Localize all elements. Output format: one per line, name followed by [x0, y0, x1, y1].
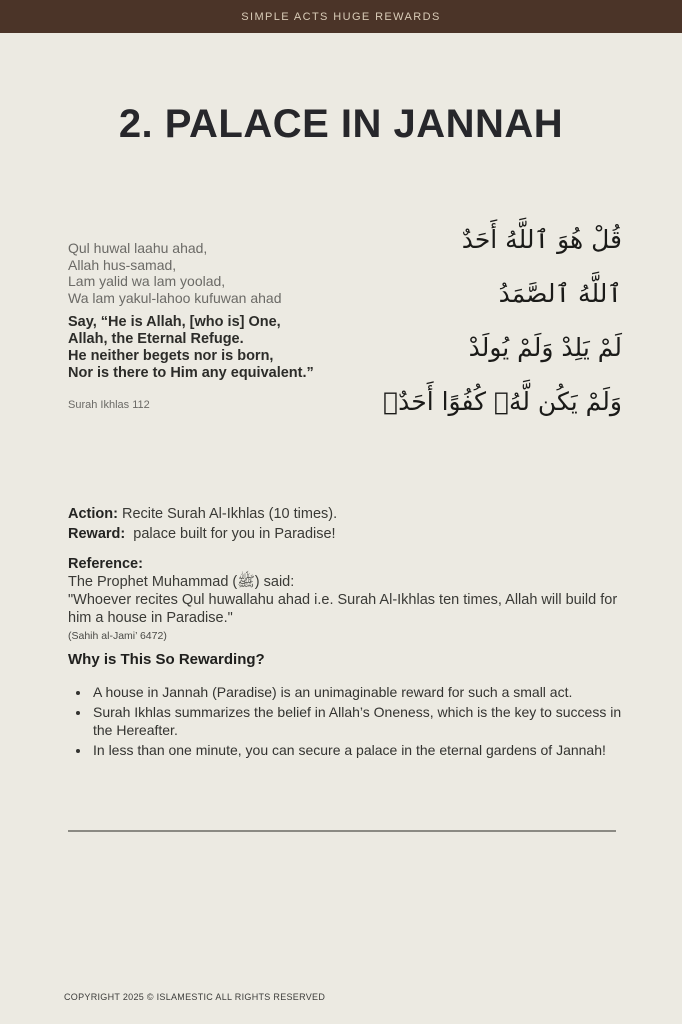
reference-intro: The Prophet Muhammad (ﷺ) said:	[68, 574, 295, 590]
transliteration-line: Wa lam yakul-lahoo kufuwan ahad	[68, 289, 282, 306]
list-item: • Surah Ikhlas summarizes the belief in Allah’s Oneness, which is the key to success in the Hereafter.	[91, 703, 632, 740]
reference-label: Reference:	[68, 556, 143, 572]
copyright-text: COPYRIGHT 2025 © ISLAMESTIC ALL RIGHTS RESERVED	[64, 992, 326, 1002]
reward-line	[68, 524, 627, 544]
transliteration-line: Lam yalid wa lam yoolad,	[68, 273, 226, 289]
arabic-verse-line: لَمْ يَلِدْ وَلَمْ يُولَدْ	[468, 333, 622, 362]
transliteration-block	[68, 240, 314, 306]
translation-line: Say, “He is Allah, [who is] One,	[68, 314, 281, 330]
top-banner	[0, 0, 682, 33]
why-heading: Why is This So Rewarding?	[68, 651, 265, 668]
page-title: 2. PALACE IN JANNAH	[118, 102, 564, 146]
reward-benefits-list	[72, 683, 632, 760]
arabic-verse-line: ٱللَّهُ ٱلصَّمَدُ	[498, 279, 622, 308]
arabic-verse-line: قُلْ هُوَ ٱللَّهُ أَحَدٌ	[461, 225, 622, 254]
reward-label: Reward:	[68, 526, 126, 542]
verse-section	[68, 198, 622, 429]
list-item: • A house in Jannah (Paradise) is an unimaginable reward for such a small act.	[91, 683, 632, 702]
footer	[64, 992, 325, 1002]
divider	[68, 830, 616, 832]
translation-line: He neither begets nor is born,	[68, 348, 274, 364]
action-reward-section	[68, 504, 627, 544]
verse-arabic-column	[383, 198, 622, 429]
translation-line: Allah, the Eternal Refuge.	[68, 331, 244, 347]
action-label: Action:	[68, 506, 118, 522]
hadith-citation: (Sahih al-Jami’ 6472)	[68, 630, 167, 642]
reference-section	[68, 555, 629, 627]
verse-caption: Surah Ikhlas 112	[68, 399, 150, 411]
arabic-verse-line: وَلَمْ يَكُن لَّهُۥ كُفُوًا أَحَدٌۢ	[383, 387, 622, 416]
reference-quote: "Whoever recites Qul huwallahu ahad i.e. Surah Al-Ikhlas ten times, Allah will build for him a house in Paradise."	[68, 592, 618, 626]
action-text: Recite Surah Al-Ikhlas (10 times).	[117, 506, 338, 522]
reward-text: palace built for you in Paradise!	[125, 526, 336, 542]
transliteration-line: Allah hus-samad,	[68, 256, 177, 273]
action-line	[68, 504, 627, 524]
verse-latin-column	[68, 198, 314, 411]
transliteration-line: Qul huwal laahu ahad,	[68, 240, 208, 256]
translation-line: Nor is there to Him any equivalent.”	[68, 365, 314, 381]
translation-block	[68, 314, 314, 382]
list-item: • In less than one minute, you can secure a palace in the eternal gardens of Jannah!	[91, 741, 632, 760]
banner-title: SIMPLE ACTS HUGE REWARDS	[241, 10, 441, 23]
